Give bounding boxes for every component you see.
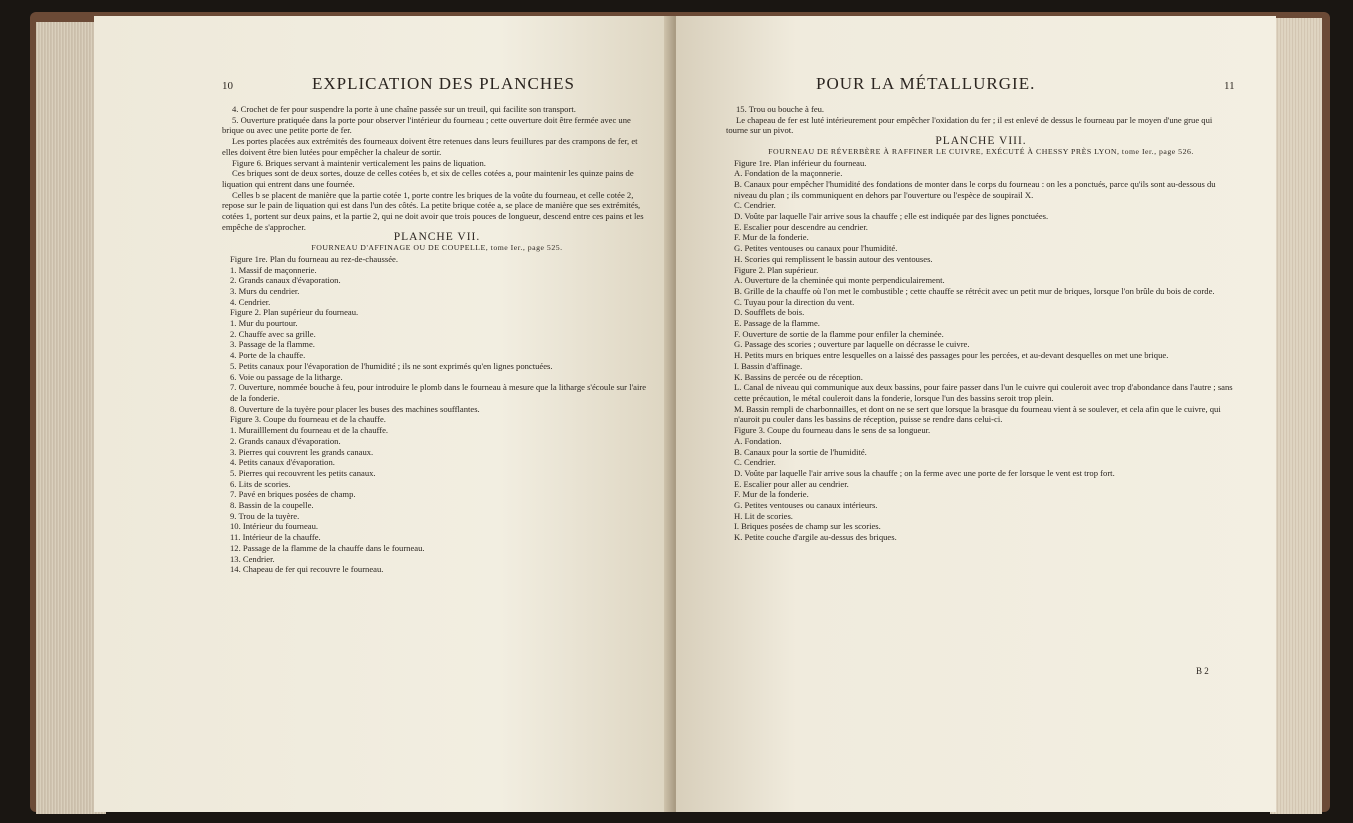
text-line: Le chapeau de fer est luté intérieurement pour empêcher l'oxidation du fer ; il est enlevé de dessus le fourneau par le moyen d'une grue qui tourne sur un pivot. <box>726 114 1213 136</box>
text-line: C. Cendrier. <box>734 457 776 468</box>
text-line: 3. Pierres qui couvrent les grands canaux. <box>230 446 374 457</box>
page-header-right: POUR LA MÉTALLURGIE. <box>816 74 1036 93</box>
text-line: B. Grille de la chauffe où l'on met le combustible ; cette chauffe se rétrécit avec un petit mur de briques, lorsque l'on brûle du bois de corde. <box>734 285 1215 296</box>
text-line: Figure 6. Briques servant à maintenir verticalement les pains de liquation. <box>232 157 486 168</box>
text-line: 7. Pavé en briques posées de champ. <box>230 489 356 500</box>
text-line: 7. Ouverture, nommée bouche à feu, pour introduire le plomb dans le fourneau à mesure que la litharge s'écoule sur l'aire de la fonderie. <box>230 382 647 403</box>
text-line: G. Petites ventouses ou canaux intérieurs. <box>734 500 878 511</box>
left-items <box>222 254 652 575</box>
text-line: B. Canaux pour la sortie de l'humidité. <box>734 446 867 457</box>
text-line: A. Fondation. <box>734 435 782 446</box>
page-number-left: 10 <box>222 80 233 92</box>
text-line: D. Voûte par laquelle l'air arrive sous la chauffe ; elle est indiquée par des lignes ponctuées. <box>734 211 1049 222</box>
text-line: 8. Bassin de la coupelle. <box>230 500 314 511</box>
text-line: I. Briques posées de champ sur les scories. <box>734 521 881 532</box>
right-page-body <box>726 104 1236 543</box>
text-line: G. Petites ventouses ou canaux pour l'humidité. <box>734 243 898 254</box>
text-line: G. Passage des scories ; ouverture par laquelle on décrasse le cuivre. <box>734 339 970 350</box>
text-line: 5. Ouverture pratiquée dans la porte pour observer l'intérieur du fourneau ; cette ouverture doit être fermée avec une brique ou avec une petite porte de fer. <box>222 114 631 136</box>
text-line: Figure 3. Coupe du fourneau dans le sens de sa longueur. <box>734 425 931 436</box>
text-line: E. Passage de la flamme. <box>734 318 820 329</box>
text-line: 8. Ouverture de la tuyère pour placer les buses des machines soufflantes. <box>230 403 480 414</box>
text-line: 2. Grands canaux d'évaporation. <box>230 275 341 286</box>
text-line: K. Petite couche d'argile au-dessus des briques. <box>734 532 897 543</box>
text-line: L. Canal de niveau qui communique aux deux bassins, pour faire passer dans l'un le cuivre qui couleroit avec trop d'abondance dans l'autre ; sans cette précaution, le métal couleroit dans la fonderie, lorsque l'un des bassins seroit trop plein. <box>734 382 1233 403</box>
text-line: 2. Grands canaux d'évaporation. <box>230 435 341 446</box>
text-line: 2. Chauffe avec sa grille. <box>230 328 316 339</box>
text-line: 5. Petits canaux pour l'évaporation de l'humidité ; ils ne sont exprimés qu'en lignes ponctuées. <box>230 360 553 371</box>
text-line: B. Canaux pour empêcher l'humidité des fondations de monter dans le corps du fourneau : on les a ponctués, parce qu'ils sont au-dessous du niveau du plan ; ils communiquent en dehors par l'ouverture ou l'espèce de soupirail X. <box>734 178 1216 200</box>
text-line: 15. Trou ou bouche à feu. <box>736 104 825 114</box>
text-line: 1. Mur du pourtour. <box>230 318 298 329</box>
text-line: K. Bassins de percée ou de réception. <box>734 371 863 382</box>
text-line: Figure 2. Plan supérieur du fourneau. <box>230 307 359 318</box>
right-items <box>726 158 1236 543</box>
text-line: C. Tuyau pour la direction du vent. <box>734 296 855 307</box>
text-line: 5. Pierres qui recouvrent les petits canaux. <box>230 467 376 478</box>
page-edges-right <box>1270 18 1322 814</box>
text-line: Figure 3. Coupe du fourneau et de la chauffe. <box>230 414 386 425</box>
text-line: 14. Chapeau de fer qui recouvre le fourneau. <box>230 564 384 575</box>
text-line: A. Ouverture de la cheminée qui monte perpendiculairement. <box>734 275 945 286</box>
left-page-body <box>222 104 652 575</box>
text-line: 10. Intérieur du fourneau. <box>230 521 319 532</box>
text-line: 4. Porte de la chauffe. <box>230 350 306 361</box>
text-line: H. Scories qui remplissent le bassin autour des ventouses. <box>734 253 933 264</box>
page-number-right: 11 <box>1224 80 1235 92</box>
text-line: 4. Cendrier. <box>230 296 271 307</box>
text-line: 1. Massif de maçonnerie. <box>230 264 317 275</box>
plate-title-vii: PLANCHE VII. <box>393 231 481 244</box>
text-line: 12. Passage de la flamme de la chauffe dans le fourneau. <box>230 542 425 553</box>
page-header-left: EXPLICATION DES PLANCHES <box>312 74 575 93</box>
right-intro <box>726 104 1236 136</box>
text-line: E. Escalier pour descendre au cendrier. <box>734 221 868 232</box>
text-line: Figure 1re. Plan inférieur du fourneau. <box>734 157 867 168</box>
text-line: 4. Crochet de fer pour suspendre la porte à une chaîne passée sur un treuil, qui facilite son transport. <box>232 104 576 114</box>
text-line: 9. Trou de la tuyère. <box>230 510 300 521</box>
text-line: D. Soufflets de bois. <box>734 307 805 318</box>
text-line: 6. Voie ou passage de la litharge. <box>230 371 343 382</box>
signature-mark: B 2 <box>1196 666 1209 676</box>
left-page <box>94 16 672 812</box>
text-line: 4. Petits canaux d'évaporation. <box>230 457 335 468</box>
text-line: A. Fondation de la maçonnerie. <box>734 168 843 179</box>
text-line: 3. Murs du cendrier. <box>230 285 300 296</box>
text-line: F. Ouverture de sortie de la flamme pour enfiler la cheminée. <box>734 328 944 339</box>
text-line: I. Bassin d'affinage. <box>734 360 803 371</box>
plate-title-viii: PLANCHE VIII. <box>935 135 1027 148</box>
text-line: 11. Intérieur de la chauffe. <box>230 532 321 543</box>
plate-subtitle-vii: FOURNEAU D'AFFINAGE OU DE COUPELLE, tome Ier., page 525. <box>311 243 563 253</box>
right-page <box>676 16 1276 812</box>
text-line: 13. Cendrier. <box>230 553 275 564</box>
text-line: H. Lit de scories. <box>734 510 793 521</box>
text-line: C. Cendrier. <box>734 200 776 211</box>
text-line: Celles b se placent de manière que la partie cotée 1, porte contre les briques de la voûte du fourneau, et celle cotée 2, repose sur le pain de liquation qui est dans l'un des côtés. La petite brique cotée a, se place de manière que ses extrémités, cotées 1, portent sur deux pains, et la partie 2, qui ne doit avoir que trois pouces de longueur, descend entre ces pains et les empêche de s'approcher. <box>222 189 644 232</box>
text-line: Les portes placées aux extrémités des fourneaux doivent être retenues dans leurs feuillures par des crampons de fer, et elles doivent être bien lutées pour empêcher la chaleur de sortir. <box>222 136 638 157</box>
text-line: Ces briques sont de deux sortes, douze de celles cotées b, et six de celles cotées a, pour maintenir les quinze pains de liquation qui entrent dans une fournée. <box>222 168 634 189</box>
text-line: H. Petits murs en briques entre lesquelles on a laissé des passages pour les percées, et au-devant desquelles on met une brique. <box>734 350 1169 361</box>
text-line: M. Bassin rempli de charbonnailles, et dont on ne se sert que lorsque la brasque du fourneau vient à se soulever, et cela afin que le cuivre, qui n'auroit pu couler dans les bassins de réception, puisse se rendre dans celui-ci. <box>734 403 1221 425</box>
text-line: Figure 2. Plan supérieur. <box>734 264 819 275</box>
text-line: 3. Passage de la flamme. <box>230 339 315 350</box>
text-line: F. Mur de la fonderie. <box>734 232 809 243</box>
text-line: D. Voûte par laquelle l'air arrive sous la chauffe ; on la ferme avec une porte de fer lorsque le vent est trop fort. <box>734 467 1115 478</box>
text-line: 6. Lits de scories. <box>230 478 291 489</box>
text-line: E. Escalier pour aller au cendrier. <box>734 478 849 489</box>
text-line: F. Mur de la fonderie. <box>734 489 809 500</box>
left-intro <box>222 104 652 232</box>
text-line: 1. Murailllement du fourneau et de la chauffe. <box>230 425 389 436</box>
text-line: Figure 1re. Plan du fourneau au rez-de-chaussée. <box>230 253 398 264</box>
plate-subtitle-viii: FOURNEAU DE RÉVERBÈRE À RAFFINER LE CUIVRE, EXÉCUTÉ À CHESSY PRÈS LYON, tome Ier., page 526. <box>768 146 1194 156</box>
